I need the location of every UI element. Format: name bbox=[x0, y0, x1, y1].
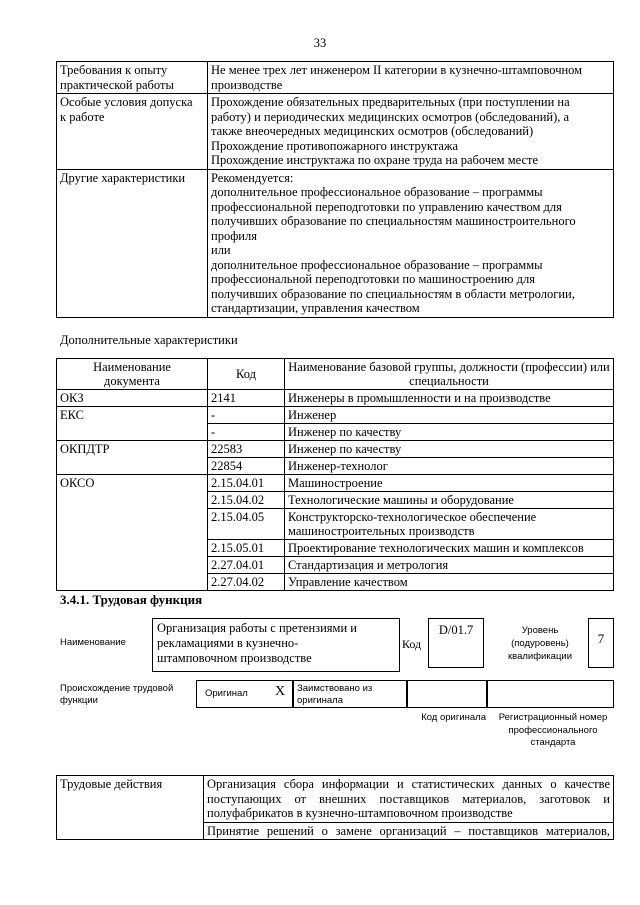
name-cell: Инженеры в промышленности и на производстве bbox=[285, 390, 614, 407]
text-line: также внеочередных медицинских осмотров (обследований) bbox=[211, 124, 534, 138]
text-line: Конструкторско-технологическое обеспечение bbox=[288, 510, 537, 524]
code-original-label: Код оригинала bbox=[421, 712, 486, 723]
text-line: Прохождение инструктажа по охране труда на рабочем месте bbox=[211, 153, 539, 167]
level-label-line: Уровень bbox=[521, 625, 559, 636]
text-line: Наименование bbox=[93, 360, 171, 374]
table-row bbox=[57, 407, 614, 424]
text-line: машиностроительных производств bbox=[288, 524, 475, 538]
text-line: документа bbox=[104, 374, 160, 388]
requirement-value bbox=[208, 94, 614, 170]
requirements-row bbox=[57, 62, 614, 94]
characteristics-header-row bbox=[57, 359, 614, 390]
code-cell: 22583 bbox=[208, 441, 285, 458]
text-line: профессиональной переподготовки по машиностроению для bbox=[211, 272, 535, 286]
text-line: Особые условия допуска bbox=[60, 95, 193, 109]
text-line: дополнительное профессиональное образование – программы bbox=[211, 185, 543, 199]
section-title: 3.4.1. Трудовая функция bbox=[60, 592, 203, 607]
labor-action-item bbox=[204, 822, 614, 840]
name-cell: Инженер по качеству bbox=[285, 441, 614, 458]
original-mark: X bbox=[275, 684, 286, 699]
code-cell: 2.27.04.01 bbox=[208, 557, 285, 574]
level-label-line: квалификации bbox=[507, 651, 573, 662]
reg-number-label bbox=[490, 712, 616, 750]
name-cell: Инженер по качеству bbox=[285, 424, 614, 441]
reg-number-label-line: профессионального bbox=[508, 724, 598, 736]
original-box bbox=[196, 680, 294, 708]
code-cell: 22854 bbox=[208, 458, 285, 475]
origin-label-line: Происхождение трудовой bbox=[60, 683, 174, 694]
level-label bbox=[494, 624, 586, 663]
text-line: производстве bbox=[211, 77, 283, 92]
column-header bbox=[57, 359, 208, 390]
name-cell: Инженер bbox=[285, 407, 614, 424]
text-line: Прохождение противопожарного инструктажа bbox=[211, 138, 459, 153]
text-line: Наименование базовой группы, должности (профессии) или bbox=[288, 360, 610, 374]
requirements-row bbox=[57, 169, 614, 317]
text-line: профессиональной переподготовки по управлению качеством для bbox=[211, 199, 562, 214]
code-cell: 2141 bbox=[208, 390, 285, 407]
code-cell: 2.27.04.02 bbox=[208, 574, 285, 591]
requirements-table bbox=[56, 61, 614, 318]
table-row bbox=[57, 475, 614, 492]
name-cell: Проектирование технологических машин и комплексов bbox=[285, 540, 614, 557]
borrowed-label-line: оригинала bbox=[297, 695, 344, 706]
name-cell bbox=[285, 509, 614, 540]
code-original-box bbox=[406, 680, 488, 708]
text-line: дополнительное профессиональное образование – программы bbox=[211, 257, 543, 272]
function-code-value: D/01.7 bbox=[438, 623, 474, 637]
text-line: поступающих от внешних поставщиков материалов, заготовок и bbox=[207, 791, 610, 806]
text-line: Другие характеристики bbox=[60, 170, 186, 185]
text-line: полуфабрикатов в кузнечно-штамповочном производстве bbox=[207, 806, 513, 820]
text-line: Прохождение обязательных предварительных (при поступлении на bbox=[211, 95, 570, 109]
requirement-label bbox=[57, 94, 208, 170]
text-line: специальности bbox=[409, 374, 489, 388]
table-row bbox=[57, 390, 614, 407]
labor-actions-table bbox=[56, 775, 614, 840]
name-cell: Управление качеством bbox=[285, 574, 614, 591]
reg-number-label-line: Регистрационный номер bbox=[498, 712, 608, 723]
function-name-line: рекламациями в кузнечно- bbox=[157, 636, 299, 650]
code-cell: 2.15.04.01 bbox=[208, 475, 285, 492]
requirement-label bbox=[57, 169, 208, 317]
text-line: Не менее трех лет инженером II категории в кузнечно-штамповочном bbox=[211, 63, 583, 77]
function-code-box bbox=[428, 618, 484, 668]
text-line: Организация сбора информации и статистических данных о качестве bbox=[207, 777, 610, 791]
text-line: Принятие решений о замене организаций – поставщиков материалов, bbox=[207, 823, 610, 838]
text-line: получивших образование по специальностям в области метрологии, bbox=[211, 286, 575, 301]
requirement-value bbox=[208, 169, 614, 317]
text-line: работу) и периодических медицинских осмотров (обследований), а bbox=[211, 109, 570, 124]
function-name-line: Организация работы с претензиями и bbox=[157, 621, 357, 635]
text-line: стандартизации, управления качеством bbox=[211, 301, 420, 315]
function-name-box bbox=[152, 618, 400, 672]
name-cell: Технологические машины и оборудование bbox=[285, 492, 614, 509]
name-cell: Инженер-технолог bbox=[285, 458, 614, 475]
labor-actions-label: Трудовые действия bbox=[57, 776, 204, 840]
code-label: Код bbox=[402, 637, 422, 651]
document-name: ОКЗ bbox=[57, 390, 208, 407]
reg-number-box bbox=[486, 680, 614, 708]
level-label-line: (подуровень) bbox=[511, 638, 569, 649]
original-label: Оригинал bbox=[205, 688, 248, 699]
document-name: ОКСО bbox=[57, 475, 208, 591]
code-cell: 2.15.04.02 bbox=[208, 492, 285, 509]
column-header bbox=[208, 359, 285, 390]
document-name: ЕКС bbox=[57, 407, 208, 441]
column-header bbox=[285, 359, 614, 390]
level-value-box bbox=[588, 618, 614, 668]
level-value: 7 bbox=[597, 631, 605, 646]
function-name-line: штамповочном производстве bbox=[157, 651, 312, 665]
text-line: Требования к опыту bbox=[60, 63, 168, 77]
text-line: к работе bbox=[60, 109, 105, 124]
text-line: Рекомендуется: bbox=[211, 170, 294, 185]
requirement-value bbox=[208, 62, 614, 94]
page-number: 33 bbox=[313, 36, 327, 50]
text-line: Код bbox=[236, 367, 256, 381]
name-label: Наименование bbox=[60, 637, 126, 648]
characteristics-table bbox=[56, 358, 614, 591]
text-line: получивших образование по специальностям машиностроительного bbox=[211, 214, 576, 228]
name-cell: Стандартизация и метрология bbox=[285, 557, 614, 574]
origin-label bbox=[60, 683, 173, 707]
additional-characteristics-heading: Дополнительные характеристики bbox=[60, 333, 238, 347]
origin-label-line: функции bbox=[60, 695, 98, 706]
reg-number-label-line: стандарта bbox=[530, 737, 576, 748]
name-cell: Машиностроение bbox=[285, 475, 614, 492]
document-name: ОКПДТР bbox=[57, 441, 208, 475]
table-row bbox=[57, 441, 614, 458]
text-line: профиля bbox=[211, 228, 257, 243]
labor-action-item bbox=[204, 776, 614, 823]
code-cell: - bbox=[208, 407, 285, 424]
requirement-label bbox=[57, 62, 208, 94]
text-line: или bbox=[211, 243, 231, 257]
code-cell: 2.15.04.05 bbox=[208, 509, 285, 540]
code-cell: 2.15.05.01 bbox=[208, 540, 285, 557]
text-line: практической работы bbox=[60, 77, 174, 92]
borrowed-box bbox=[292, 680, 408, 708]
borrowed-label bbox=[297, 683, 372, 707]
requirements-row bbox=[57, 94, 614, 170]
labor-action-row bbox=[57, 776, 614, 823]
borrowed-label-line: Заимствовано из bbox=[297, 683, 373, 694]
code-cell: - bbox=[208, 424, 285, 441]
